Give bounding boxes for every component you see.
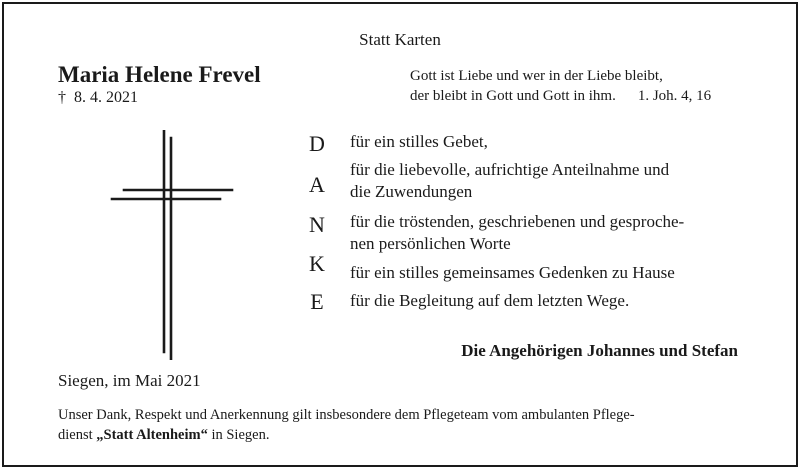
danke-letter-n: N — [309, 212, 325, 237]
footnote-line-2 — [58, 425, 635, 445]
place-date: Siegen, im Mai 2021 — [58, 371, 201, 390]
death-date-line — [58, 89, 138, 107]
bible-verse — [410, 66, 711, 106]
footnote-line-1: Unser Dank, Respekt und Anerkennung gilt insbesondere dem Pflegeteam vom ambulanten Pflege- — [58, 407, 635, 423]
thanks-line: nen persönlichen Worte — [350, 234, 511, 253]
thanks-line: für ein stilles Gebet, — [350, 132, 488, 151]
danke-letter-e: E — [310, 289, 324, 314]
danke-letter-a: A — [309, 172, 325, 197]
signature: Die Angehörigen Johannes und Stefan — [461, 341, 738, 360]
death-date: 8. 4. 2021 — [74, 89, 138, 106]
footnote-service-name: „Statt Altenheim“ — [96, 427, 208, 443]
danke-letter-d: D — [309, 131, 325, 156]
thanks-line: für ein stilles gemeinsames Gedenken zu Hause — [350, 263, 675, 282]
footnote-prefix: dienst — [58, 427, 97, 443]
header-statt-karten: Statt Karten — [359, 30, 441, 49]
thanks-line: die Zuwendungen — [350, 182, 473, 201]
verse-line-2 — [410, 86, 711, 106]
danke-letter-k: K — [309, 251, 325, 276]
thanks-line: für die tröstenden, geschriebenen und gesproche- — [350, 212, 685, 231]
footnote-suffix: in Siegen. — [207, 427, 270, 443]
footnote — [58, 405, 635, 445]
verse-line-2-text: der bleibt in Gott und Gott in ihm. — [410, 88, 616, 104]
thanks-line: für die liebevolle, aufrichtige Anteilnahme und — [350, 160, 670, 179]
verse-line-1: Gott ist Liebe und wer in der Liebe bleibt, — [410, 68, 663, 84]
verse-reference: 1. Joh. 4, 16 — [637, 88, 712, 104]
deceased-name: Maria Helene Frevel — [58, 62, 261, 87]
thanks-line: für die Begleitung auf dem letzten Wege. — [350, 291, 630, 310]
dagger-symbol: † — [58, 89, 66, 106]
cross-icon — [104, 130, 240, 360]
